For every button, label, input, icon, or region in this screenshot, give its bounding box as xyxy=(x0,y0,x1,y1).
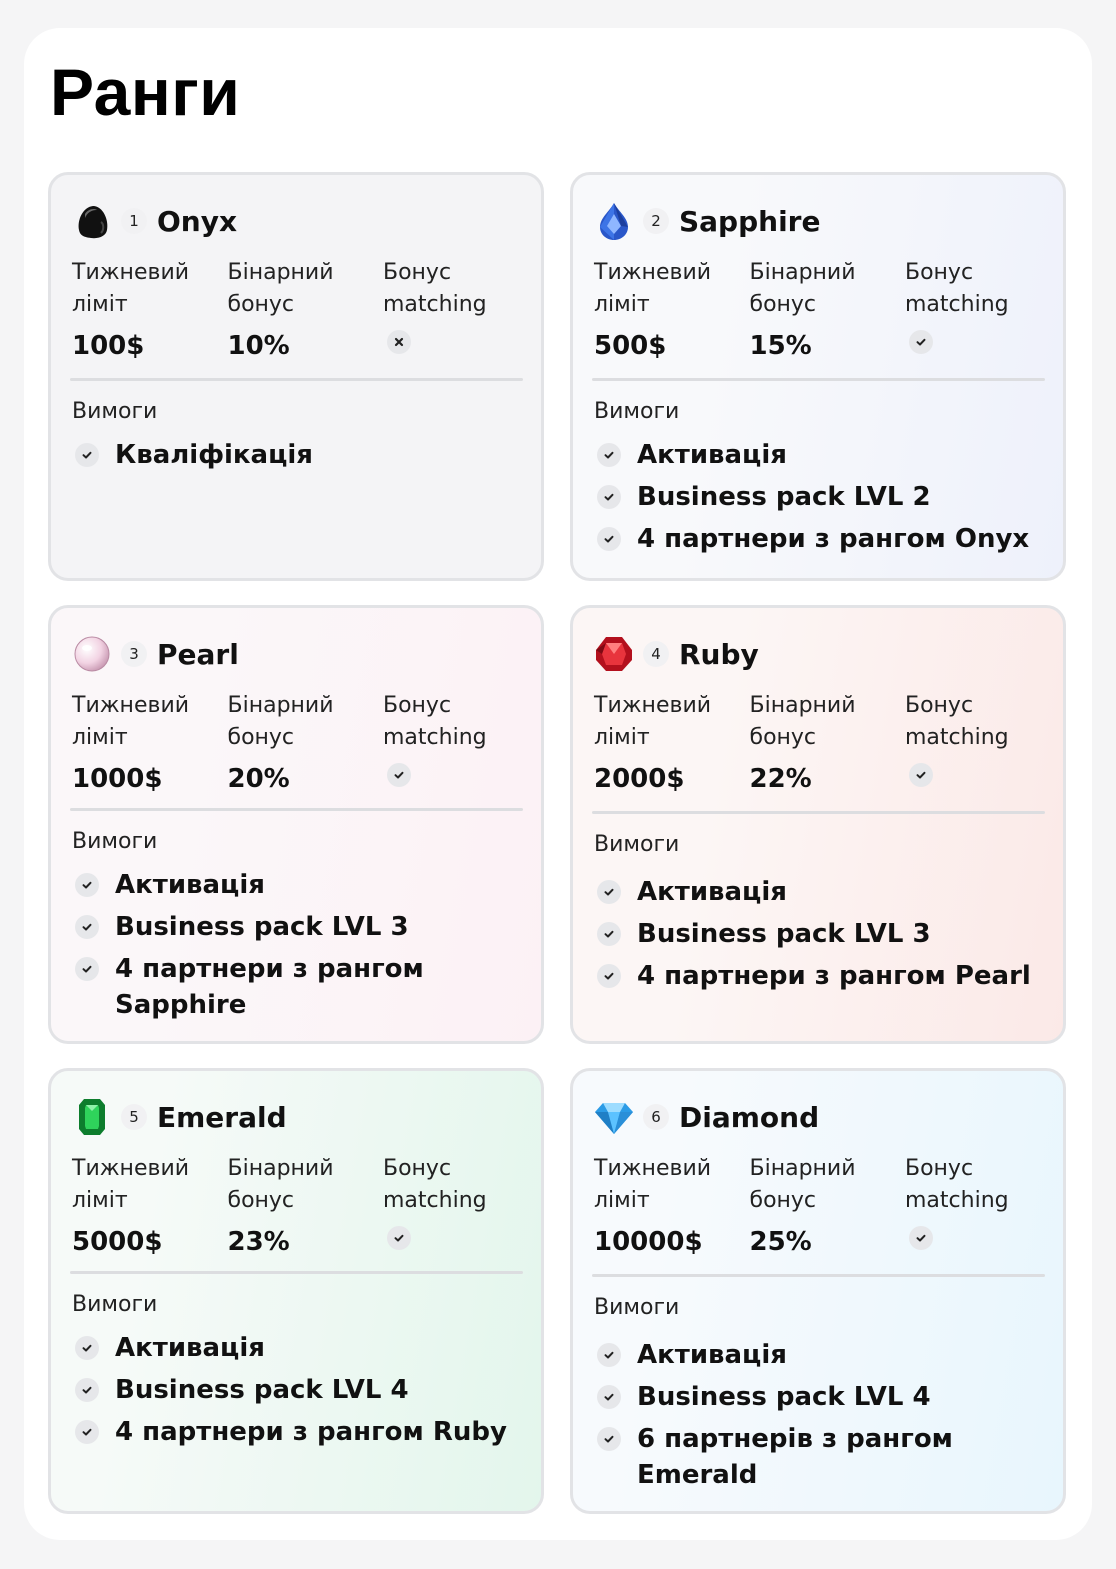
rank-number-badge: 3 xyxy=(121,641,147,667)
requirements-list xyxy=(75,1330,527,1456)
requirements-label: Вимоги xyxy=(594,1295,680,1320)
weekly-limit-stat xyxy=(72,257,228,361)
requirement-item xyxy=(597,1337,1049,1373)
requirement-item xyxy=(597,916,1049,952)
requirement-text: Активація xyxy=(637,877,787,907)
rank-card-pearl xyxy=(48,605,544,1044)
requirement-text: 4 партнери з рангом Onyx xyxy=(637,524,1030,554)
divider xyxy=(592,378,1045,381)
weekly-limit-stat xyxy=(594,257,750,361)
check-icon xyxy=(597,1385,621,1409)
requirement-item xyxy=(597,437,1049,473)
ranks-page xyxy=(24,28,1092,1540)
weekly-limit-label: Тижневий ліміт xyxy=(72,693,190,750)
check-icon xyxy=(387,763,411,787)
check-icon xyxy=(597,527,621,551)
requirement-text: 4 партнери з рангом Ruby xyxy=(115,1417,507,1447)
matching-bonus-stat xyxy=(905,1153,1045,1257)
rank-header xyxy=(593,632,759,676)
weekly-limit-value: 500$ xyxy=(594,331,667,361)
binary-bonus-value: 15% xyxy=(749,331,812,361)
binary-bonus-value: 22% xyxy=(749,764,812,794)
weekly-limit-label: Тижневий ліміт xyxy=(72,1156,190,1213)
rank-header xyxy=(71,199,237,243)
check-icon xyxy=(597,964,621,988)
requirement-item xyxy=(597,874,1049,910)
sapphire-gem-icon xyxy=(593,200,635,242)
binary-bonus-label: Бінарний бонус xyxy=(227,693,334,750)
binary-bonus-label: Бінарний бонус xyxy=(227,260,334,317)
weekly-limit-value: 100$ xyxy=(72,331,145,361)
rank-name: Sapphire xyxy=(679,204,821,238)
onyx-gem-icon xyxy=(71,200,113,242)
check-icon xyxy=(597,1343,621,1367)
rank-number-badge: 4 xyxy=(643,641,669,667)
binary-bonus-value: 10% xyxy=(227,331,290,361)
binary-bonus-stat xyxy=(228,690,384,794)
check-icon xyxy=(597,443,621,467)
rank-stats xyxy=(594,690,1045,794)
weekly-limit-value: 2000$ xyxy=(594,764,685,794)
matching-bonus-stat xyxy=(905,257,1045,361)
emerald-gem-icon xyxy=(71,1096,113,1138)
check-icon xyxy=(75,873,99,897)
matching-bonus-label: Бонус matching xyxy=(383,693,487,750)
rank-header xyxy=(593,1095,819,1139)
binary-bonus-stat xyxy=(228,257,384,361)
check-icon xyxy=(597,922,621,946)
binary-bonus-stat xyxy=(228,1153,384,1257)
binary-bonus-stat xyxy=(750,1153,906,1257)
requirement-text: Активація xyxy=(637,440,787,470)
rank-name: Onyx xyxy=(157,204,238,238)
requirements-label: Вимоги xyxy=(594,832,680,857)
binary-bonus-value: 20% xyxy=(227,764,290,794)
matching-bonus-stat xyxy=(905,690,1045,794)
rank-name: Ruby xyxy=(679,637,759,671)
rank-number-badge: 6 xyxy=(643,1104,669,1130)
requirement-item xyxy=(597,521,1049,557)
requirement-item xyxy=(75,909,527,945)
divider xyxy=(592,1274,1045,1277)
requirement-item xyxy=(597,958,1049,994)
requirement-item xyxy=(75,437,527,473)
requirements-list xyxy=(597,437,1049,563)
weekly-limit-value: 1000$ xyxy=(72,764,163,794)
check-icon xyxy=(75,1420,99,1444)
requirement-text: Активація xyxy=(115,1333,265,1363)
requirement-item xyxy=(75,867,527,903)
binary-bonus-stat xyxy=(750,257,906,361)
matching-bonus-label: Бонус matching xyxy=(905,260,1009,317)
check-icon xyxy=(387,1226,411,1250)
requirement-text: Business pack LVL 2 xyxy=(637,482,931,512)
rank-stats xyxy=(594,1153,1045,1257)
requirements-list xyxy=(597,1337,1049,1499)
weekly-limit-label: Тижневий ліміт xyxy=(72,260,190,317)
binary-bonus-value: 25% xyxy=(749,1227,812,1257)
rank-header xyxy=(593,199,820,243)
requirement-item xyxy=(597,1379,1049,1415)
divider xyxy=(70,808,523,811)
weekly-limit-stat xyxy=(594,1153,750,1257)
matching-bonus-stat xyxy=(383,1153,523,1257)
requirements-label: Вимоги xyxy=(72,829,158,854)
divider xyxy=(592,811,1045,814)
check-icon xyxy=(909,330,933,354)
requirement-item xyxy=(597,479,1049,515)
check-icon xyxy=(75,915,99,939)
rank-name: Emerald xyxy=(157,1100,287,1134)
requirements-list xyxy=(75,437,527,479)
requirement-text: Business pack LVL 3 xyxy=(115,912,409,942)
requirement-item xyxy=(75,951,527,1023)
requirements-list xyxy=(75,867,527,1029)
matching-bonus-label: Бонус matching xyxy=(905,1156,1009,1213)
requirements-label: Вимоги xyxy=(72,1292,158,1317)
matching-bonus-label: Бонус matching xyxy=(905,693,1009,750)
cross-icon xyxy=(387,330,411,354)
rank-number-badge: 5 xyxy=(121,1104,147,1130)
rank-card-ruby xyxy=(570,605,1066,1044)
weekly-limit-stat xyxy=(72,1153,228,1257)
check-icon xyxy=(597,880,621,904)
page-title: Ранги xyxy=(50,55,241,129)
weekly-limit-label: Тижневий ліміт xyxy=(594,260,712,317)
requirements-label: Вимоги xyxy=(594,399,680,424)
matching-bonus-stat xyxy=(383,690,523,794)
rank-card-sapphire xyxy=(570,172,1066,581)
binary-bonus-value: 23% xyxy=(227,1227,290,1257)
binary-bonus-label: Бінарний бонус xyxy=(227,1156,334,1213)
diamond-gem-icon xyxy=(593,1096,635,1138)
requirement-text: 6 партнерів з рангом Emerald xyxy=(637,1424,953,1490)
pearl-gem-icon xyxy=(71,633,113,675)
check-icon xyxy=(75,1378,99,1402)
check-icon xyxy=(597,1427,621,1451)
requirements-list xyxy=(597,874,1049,1000)
matching-bonus-label: Бонус matching xyxy=(383,260,487,317)
rank-header xyxy=(71,632,239,676)
requirement-item xyxy=(75,1372,527,1408)
rank-number-badge: 2 xyxy=(643,208,669,234)
requirement-text: Кваліфікація xyxy=(115,440,313,470)
requirement-text: Активація xyxy=(115,870,265,900)
binary-bonus-stat xyxy=(750,690,906,794)
requirement-item xyxy=(75,1330,527,1366)
rank-card-emerald xyxy=(48,1068,544,1514)
rank-stats xyxy=(72,690,523,794)
binary-bonus-label: Бінарний бонус xyxy=(749,693,856,750)
check-icon xyxy=(75,957,99,981)
matching-bonus-label: Бонус matching xyxy=(383,1156,487,1213)
rank-card-onyx xyxy=(48,172,544,581)
requirement-text: Business pack LVL 4 xyxy=(637,1382,931,1412)
divider xyxy=(70,378,523,381)
check-icon xyxy=(909,763,933,787)
rank-stats xyxy=(594,257,1045,361)
requirement-text: Business pack LVL 3 xyxy=(637,919,931,949)
rank-stats xyxy=(72,257,523,361)
requirement-text: 4 партнери з рангом Sapphire xyxy=(115,954,424,1020)
requirements-label: Вимоги xyxy=(72,399,158,424)
weekly-limit-stat xyxy=(72,690,228,794)
weekly-limit-stat xyxy=(594,690,750,794)
rank-name: Diamond xyxy=(679,1100,820,1134)
check-icon xyxy=(597,485,621,509)
binary-bonus-label: Бінарний бонус xyxy=(749,260,856,317)
weekly-limit-value: 10000$ xyxy=(594,1227,703,1257)
check-icon xyxy=(909,1226,933,1250)
rank-header xyxy=(71,1095,287,1139)
requirement-text: Активація xyxy=(637,1340,787,1370)
check-icon xyxy=(75,443,99,467)
rank-number-badge: 1 xyxy=(121,208,147,234)
weekly-limit-label: Тижневий ліміт xyxy=(594,1156,712,1213)
requirement-item xyxy=(75,1414,527,1450)
rank-stats xyxy=(72,1153,523,1257)
requirement-text: 4 партнери з рангом Pearl xyxy=(637,961,1031,991)
rank-name: Pearl xyxy=(157,637,239,671)
rank-card-diamond xyxy=(570,1068,1066,1514)
requirement-item xyxy=(597,1421,1049,1493)
check-icon xyxy=(75,1336,99,1360)
weekly-limit-value: 5000$ xyxy=(72,1227,163,1257)
binary-bonus-label: Бінарний бонус xyxy=(749,1156,856,1213)
divider xyxy=(70,1271,523,1274)
ruby-gem-icon xyxy=(593,633,635,675)
requirement-text: Business pack LVL 4 xyxy=(115,1375,409,1405)
weekly-limit-label: Тижневий ліміт xyxy=(594,693,712,750)
matching-bonus-stat xyxy=(383,257,523,361)
